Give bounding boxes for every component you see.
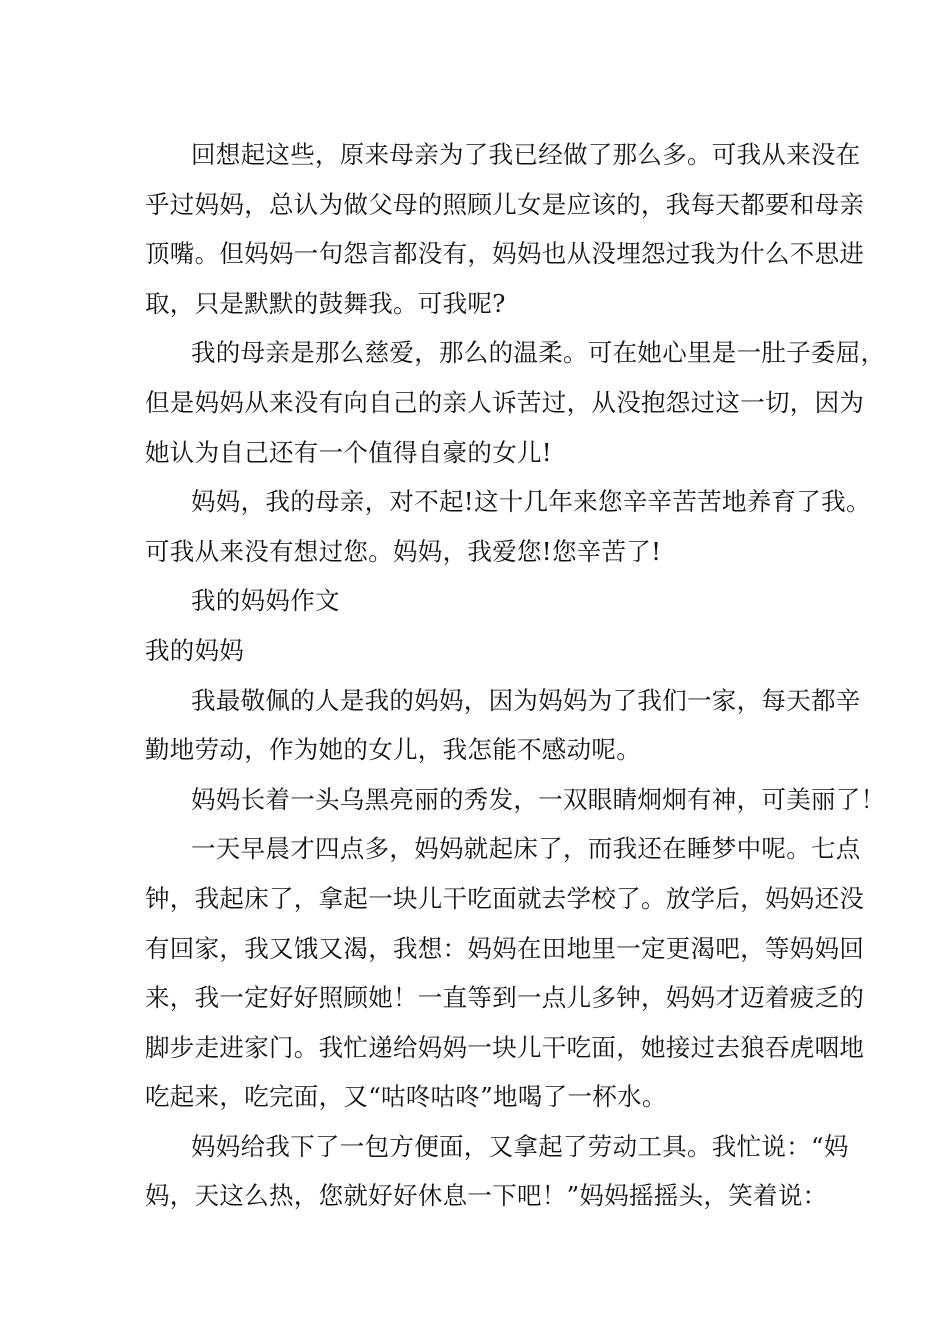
text-line: 吃起来，吃完面，又“咕咚咕咚”地喝了一杯水。 [145,1082,667,1112]
text-line: 来，我一定好好照顾她！一直等到一点儿多钟，妈妈才迈着疲乏的 [145,983,865,1013]
paragraph-appearance [145,775,886,825]
text-line: 钟，我起床了，拿起一块儿干吃面就去学校了。放学后，妈妈还没 [145,883,865,913]
essay-text [145,130,886,1221]
text-line: 有回家，我又饿又渴，我想：妈妈在田地里一定更渴吧，等妈妈回 [145,933,865,963]
essay-title [145,626,810,676]
text-line: 妈妈，我的母亲，对不起!这十几年来您辛辛苦苦地养育了我。 [191,487,871,517]
paragraph-mother-kindness [145,328,886,477]
text-line: 妈妈给我下了一包方便面，又拿起了劳动工具。我忙说：“妈 [191,1131,849,1161]
text-line: 她认为自己还有一个值得自豪的女儿! [145,437,552,467]
text-line: 取，只是默默的鼓舞我。可我呢? [145,288,506,318]
text-line: 脚步走进家门。我忙递给妈妈一块儿干吃面，她接过去狼吞虎咽地 [145,1032,865,1062]
paragraph-reflection [145,130,865,328]
text-line: 妈妈长着一头乌黑亮丽的秀发，一双眼睛炯炯有神，可美丽了！ [191,784,886,814]
text-line: 乎过妈妈，总认为做父母的照顾儿女是应该的，我每天都要和母亲 [145,189,865,219]
text-line: 我最敬佩的人是我的妈妈，因为妈妈为了我们一家，每天都辛 [191,685,861,715]
paragraph-noodles [145,1122,849,1221]
text-line: 妈，天这么热，您就好好休息一下吧！”妈妈摇摇头，笑着说： [145,1181,828,1211]
text-line: 顶嘴。但妈妈一句怨言都没有，妈妈也从没埋怨过我为什么不思进 [145,239,865,269]
text-line: 我的妈妈作文 [191,586,340,616]
text-line: 但是妈妈从来没有向自己的亲人诉苦过，从没抱怨过这一切，因为 [145,387,865,417]
paragraph-apology [145,477,871,576]
text-line: 回想起这些，原来母亲为了我已经做了那么多。可我从来没在 [191,140,861,169]
text-line: 可我从来没有想过您。妈妈，我爱您!您辛苦了! [145,536,662,566]
text-line: 一天早晨才四点多，妈妈就起床了，而我还在睡梦中呢。七点 [191,834,861,864]
paragraph-daily-story [145,824,865,1122]
paragraph-admiration [145,676,861,775]
section-heading [145,576,810,626]
text-line: 我的妈妈 [145,635,245,665]
text-line: 勤地劳动，作为她的女儿，我怎能不感动呢。 [145,735,641,765]
text-line: 我的母亲是那么慈爱，那么的温柔。可在她心里是一肚子委屈， [191,338,886,368]
